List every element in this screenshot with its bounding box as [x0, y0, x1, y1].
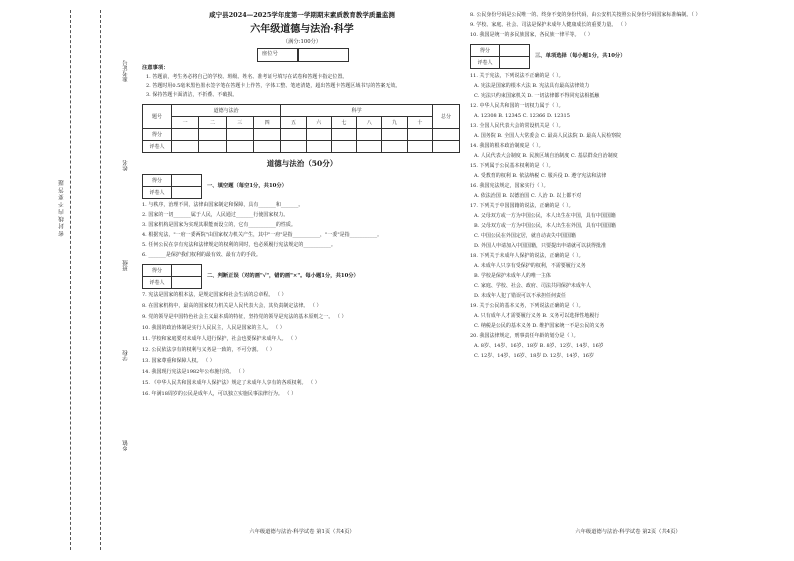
seal-line: [70, 10, 72, 550]
q3-item: B. 父母双方或一方为中国公民，本人出生在外国，具有中国国籍: [474, 223, 616, 229]
exam-subject: 六年级道德与法治·科学: [250, 24, 354, 35]
q1-item: 4. 根据宪法，"一府一委两院"由国家权力机关产生，其中"一府"是指___________，"一委"是指___________。: [142, 232, 383, 238]
page-footer: 六年级道德与法治·科学试卷 第2页（共4页）: [575, 529, 681, 535]
score-col: 二: [199, 117, 226, 129]
q3-title: 三、单项选择（每小题1分，共10分）: [535, 53, 626, 59]
note-item: 1. 答题前，考生务必将自己的学校、班级、姓名、准考证号填写在试卷和答题卡指定位置。: [146, 74, 348, 80]
score-col: 八: [357, 117, 382, 129]
score-col: 十: [407, 117, 432, 129]
q3-item: 18. 下列关于未成年人保护的说法，正确的是（ ）。: [470, 253, 584, 259]
note-item: 2. 答题时用0.5毫米黑色墨水签字笔在答题卡上作答，字体工整、笔迹清楚，超出答题卡答题区域书写的答案无效。: [146, 83, 401, 89]
q1-item: 6. _______是保护我们权利的最有效、最有力的手段。: [142, 252, 261, 258]
q3-item: C. 中国公民在外国定居，就自动丧失中国国籍: [474, 233, 576, 239]
field-exam-number: 准考证号: [123, 60, 129, 82]
p2-item: 8. 公民身份号码是公民唯一的、终身不变的身份代码，由公安机关按照公民身份号码国家标准编制。（ ）: [470, 12, 701, 18]
q2-item: 11. 学校和家庭要对未成年人进行保护，社会也要保护未成年人。 （ ）: [142, 336, 300, 342]
exam-title: 咸宁县2024—2025学年度第一学期期末素质教育教学质量监测: [209, 11, 395, 19]
field-township: 乡镇: [123, 440, 129, 451]
score-row-label: 得分: [143, 129, 172, 141]
q2-item: 15. 《中华人民共和国未成年人保护法》规定了未成年人享有的各项权利。 （ ）: [142, 380, 320, 386]
notes-title: 注意事项：: [142, 65, 169, 71]
q2-item: 16. 年满18周岁的公民是成年人，可以独立实施民事法律行为。 （ ）: [142, 391, 297, 397]
q3-item: C. 家庭、学校、社会、政府、司法共同保护未成年人: [474, 283, 591, 289]
seat-number-field[interactable]: [297, 48, 349, 62]
q3-item: A. 宪法是国家的根本大法 B. 宪法具有最高法律效力: [474, 83, 590, 89]
binding-margin: [0, 0, 129, 561]
seat-label-box: [257, 48, 299, 62]
q3-item: C. 12岁、14岁、16岁、18岁 D. 12岁、14岁、16岁: [474, 353, 594, 359]
q2-item: 8. 在国家机构中，最高的国家权力机关是人民代表大会，其负责制定法律。 （ ）: [142, 303, 322, 309]
score-col: 九: [382, 117, 407, 129]
q3-item: A. 受教育的权利 B. 依法纳税 C. 服兵役 D. 遵守宪法和法律: [474, 173, 607, 179]
q3-item: B. 学校是保护未成年人的唯一主体: [474, 273, 551, 279]
box-grader-label: 评卷人: [143, 277, 172, 289]
q2-item: 7. 宪法是国家的根本法，是规定国家和社会生活的总章程。 （ ）: [142, 292, 287, 298]
seat-label: 座位号: [262, 51, 278, 57]
score-col: 四: [253, 117, 280, 129]
q1-item: 3. 国家机构是国家为实现其职能而设立的，它有___________的性质。: [142, 222, 296, 228]
q2-item: 12. 公民依法享有的权利与义务是一致的，不可分割。 （ ）: [142, 347, 275, 353]
q3-item: 14. 我国的根本政治制度是（ ）。: [470, 143, 544, 149]
p2-item: 9. 学校、家庭、社会、司法是保护未成年人健康成长的重要力量。 （ ）: [470, 22, 630, 28]
q3-item: 17. 下列关于中国国籍的说法，正确的是（ ）。: [470, 203, 574, 209]
q3-item: A. 8岁、14岁、16岁、18岁 B. 8岁、12岁、14岁、16岁: [474, 343, 604, 349]
score-table-total: 总分: [433, 105, 460, 129]
q3-item: A. 父母双方或一方为中国公民，本人出生在中国，具有中国国籍: [474, 213, 616, 219]
score-table-group1: 道德与法治: [172, 105, 281, 117]
score-table-group2: 科学: [281, 105, 433, 117]
box-grader-label: 评卷人: [143, 187, 172, 199]
q3-item: C. 宪法只约束国家机关 D. 一切法律都不得同宪法相抵触: [474, 93, 600, 99]
note-item: 3. 保持答题卡面清洁，不折叠、不破损。: [146, 92, 238, 98]
q3-item: D. 未成年人犯了错误可以不承担任何责任: [474, 293, 567, 299]
score-col: 五: [281, 117, 306, 129]
q3-item: A. 依法治国 B. 以德治国 C. 人治 D. 以上都不对: [474, 193, 582, 199]
q3-item: 15. 下列属于公民基本权利的是（ ）。: [470, 163, 554, 169]
box-score-label: 得分: [143, 265, 172, 277]
q3-item: 12. 中华人民共和国的一切权力属于（ ）。: [470, 103, 564, 109]
q2-score-box: [142, 264, 202, 289]
q3-item: D. 外国人申请加入中国国籍，只要提出申请就可以获得批准: [474, 243, 607, 249]
q3-item: A. 只有成年人才需要履行义务 B. 义务可以选择性地履行: [474, 313, 600, 319]
q2-item: 10. 我国的政治体制是实行人民民主，人民是国家的主人。 （ ）: [142, 325, 285, 331]
q1-item: 2. 国家的一切_______属于人民，人民通过_______行使国家权力。: [142, 212, 289, 218]
q3-item: A. 未成年人只享有受保护的权利，不需要履行义务: [474, 263, 586, 269]
q1-score-box: [142, 174, 202, 199]
q3-score-box: [470, 44, 530, 69]
page-2: [470, 8, 786, 553]
box-grader-label: 评卷人: [471, 57, 500, 69]
field-class: 班级: [123, 260, 129, 271]
q3-item: 11. 关于宪法，下列说法不正确的是（ ）。: [470, 73, 564, 79]
score-col: 六: [306, 117, 331, 129]
q1-title: 一、填空题（每空1分，共10分）: [207, 183, 287, 189]
q3-item: A. 国务院 B. 全国人大常委会 C. 最高人民法院 D. 最高人民检察院: [474, 133, 622, 139]
field-name: 姓名: [123, 160, 129, 171]
field-school: 学校: [123, 350, 129, 361]
score-table-rowlabel: 题号: [143, 105, 172, 129]
q3-item: A. 人民代表大会制度 B. 民族区域自治制度 C. 基层群众自治制度: [474, 153, 618, 159]
grader-row-label: 评卷人: [143, 141, 172, 153]
score-note: （满分:100分）: [282, 39, 322, 45]
q3-item: A. 12308 B. 12345 C. 12366 D. 12315: [474, 113, 570, 119]
q1-item: 5. 任何公民在享有宪法和法律规定的权利的同时，也必须履行宪法规定的___________。: [142, 242, 336, 248]
box-score-label: 得分: [471, 45, 500, 57]
q3-item: 19. 关于公民的基本义务，下列说法正确的是（ ）。: [470, 303, 584, 309]
seal-note: 密 封 线 内 不 要 答 题: [59, 180, 65, 237]
score-col: 一: [172, 117, 199, 129]
q3-item: C. 纳税是公民的基本义务 D. 维护国家统一不是公民的义务: [474, 323, 605, 329]
page-footer: 六年级道德与法治·科学试卷 第1页（共4页）: [249, 529, 355, 535]
q2-item: 9. 党的领导是中国特色社会主义最本质的特征，坚持党的领导是宪法的基本原则之一。 （ ）: [142, 314, 347, 320]
q3-item: 16. 我国宪法规定，国家实行（ ）。: [470, 183, 549, 189]
q2-item: 14. 我国现行宪法是1982年公布施行的。 （ ）: [142, 369, 248, 375]
seal-line-inner: [100, 10, 102, 550]
score-col: 七: [331, 117, 356, 129]
section-title: 道德与法治（50分）: [266, 159, 338, 168]
box-score-label: 得分: [143, 175, 172, 187]
q1-item: 1. 与秩序，治理不同，法律由国家制定和保障，具有_______和_______。: [142, 202, 304, 208]
score-table: [142, 104, 460, 153]
q3-item: 20. 我国法律规定，刑事责任年龄的划分是（ ）。: [470, 333, 579, 339]
p2-item: 10. 我国是统一的多民族国家，各民族一律平等。 （ ）: [470, 32, 593, 38]
q3-item: 13. 全国人民代表大会的常设机关是（ ）。: [470, 123, 564, 129]
q2-item: 13. 国家尊重和保障人权。 （ ）: [142, 358, 215, 364]
score-col: 三: [226, 117, 253, 129]
page-1: [142, 8, 462, 553]
q2-title: 二、判断正误（对的画"√"，错的画"×"。每小题1分，共10分）: [207, 273, 359, 279]
